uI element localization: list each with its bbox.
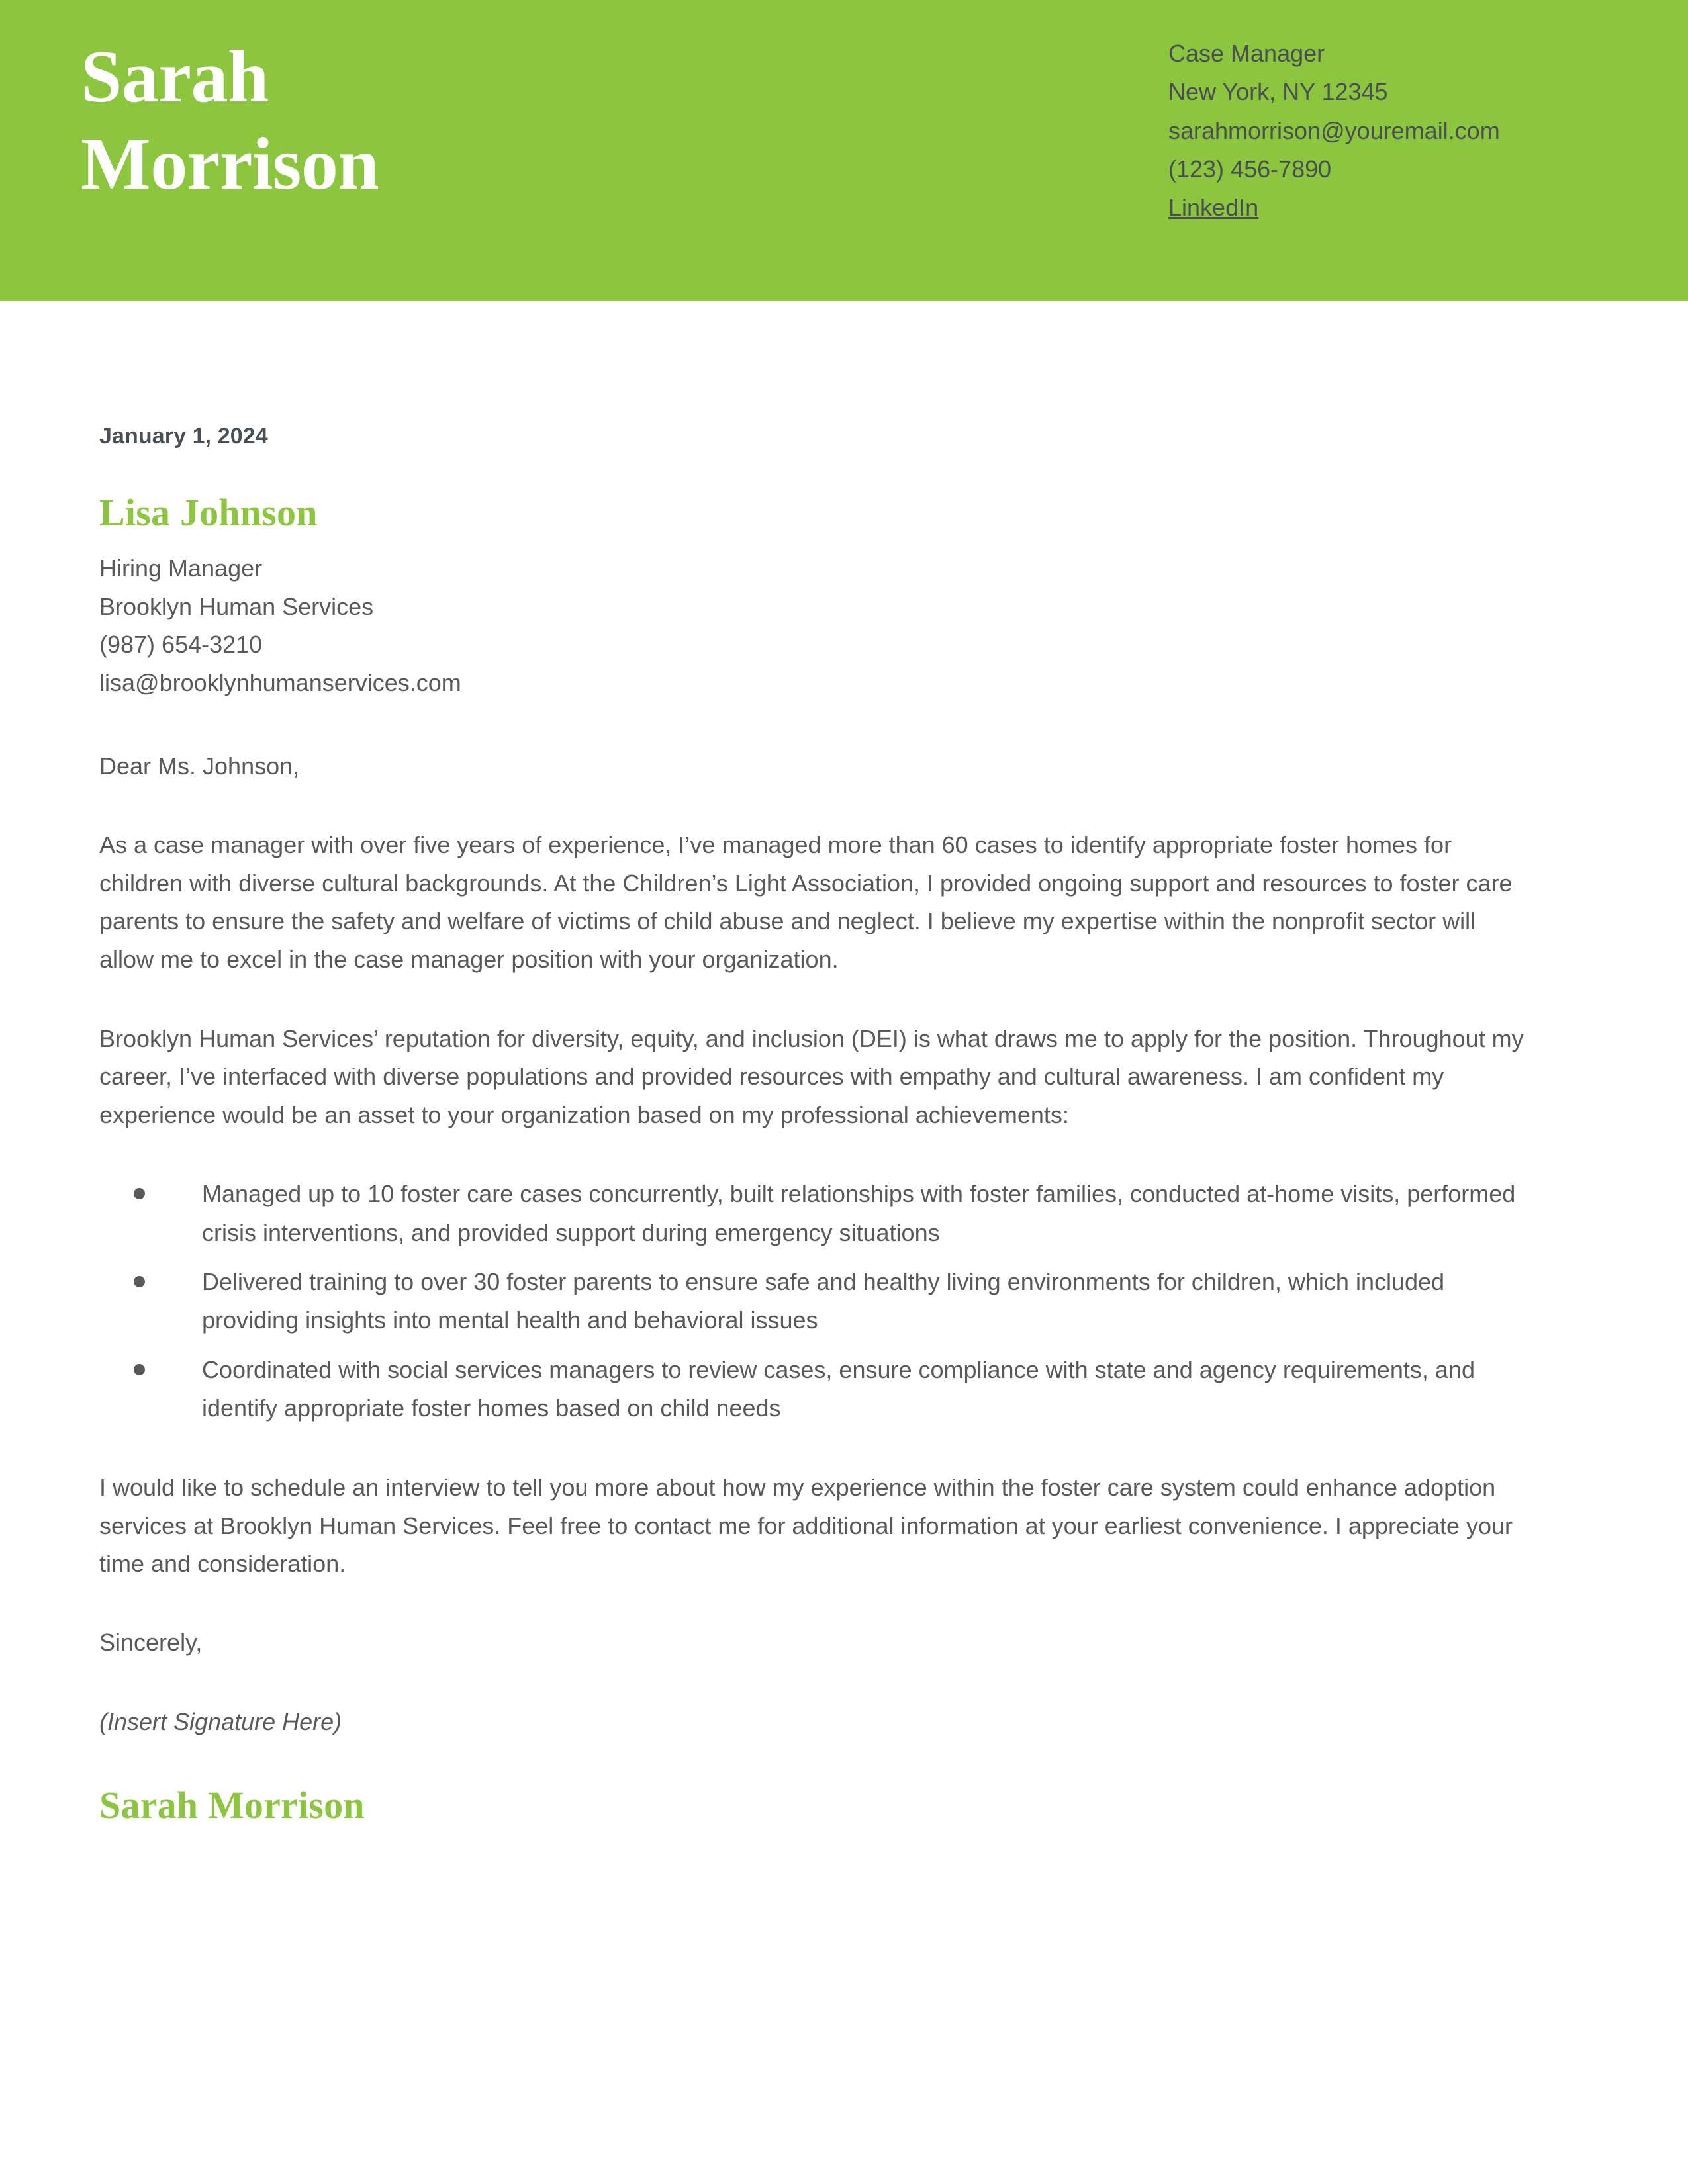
recipient-title: Hiring Manager xyxy=(99,555,263,582)
recipient-contact-block xyxy=(99,549,1536,702)
achievement-text: Coordinated with social services managers to review cases, ensure compliance with state and agency requirements, and identify appropriate foster homes based on child needs xyxy=(202,1355,1475,1422)
header-band xyxy=(0,0,1688,301)
recipient-email[interactable]: lisa@brooklynhumanservices.com xyxy=(99,668,461,696)
closing-paragraph: I would like to schedule an interview to tell you more about how my experience within the foster care system could enhance adoption services at Brooklyn Human Services. Feel free to contact me for additional information at your earliest convenience. I appreciate your time and consideration. xyxy=(99,1474,1513,1578)
applicant-contact-block xyxy=(1168,34,1658,228)
linkedin-link-wrap xyxy=(1168,189,1658,227)
bullet-dot-icon xyxy=(134,1276,145,1287)
list-item xyxy=(99,1263,1536,1340)
applicant-email[interactable]: sarahmorrison@youremail.com xyxy=(1168,116,1500,144)
body-paragraph-1: As a case manager with over five years of experience, I’ve managed more than 60 cases to identify appropriate foster homes for children with diverse cultural backgrounds. At the Children’s Light Association, I provided ongoing support and resources to foster care parents to ensure the safety and welfare of victims of child abuse and neglect. I believe my expertise within the nonprofit sector will allow me to excel in the case manager position with your organization. xyxy=(99,831,1513,973)
bullet-dot-icon xyxy=(134,1364,145,1375)
applicant-name-heading xyxy=(81,33,743,208)
letter-date: January 1, 2024 xyxy=(99,424,268,449)
achievements-list xyxy=(99,1175,1536,1428)
applicant-job-title: Case Manager xyxy=(1168,40,1325,67)
recipient-name: Lisa Johnson xyxy=(99,491,318,534)
applicant-location: New York, NY 12345 xyxy=(1168,78,1388,106)
salutation: Dear Ms. Johnson, xyxy=(99,752,300,780)
achievement-text: Delivered training to over 30 foster parents to ensure safe and healthy living environments for children, which included providing insights into mental health and behavioral issues xyxy=(202,1267,1445,1334)
linkedin-link[interactable]: LinkedIn xyxy=(1168,194,1259,222)
applicant-last-name: Morrison xyxy=(81,123,379,206)
bullet-dot-icon xyxy=(134,1188,145,1199)
list-item xyxy=(99,1175,1536,1252)
signature-placeholder: (Insert Signature Here) xyxy=(99,1707,342,1735)
sign-off: Sincerely, xyxy=(99,1628,203,1656)
achievement-text: Managed up to 10 foster care cases concurrently, built relationships with foster families, conducted at-home visits, performed crisis interventions, and provided support during emergency situations xyxy=(202,1180,1516,1246)
recipient-company: Brooklyn Human Services xyxy=(99,592,374,620)
list-item xyxy=(99,1351,1536,1428)
recipient-phone[interactable]: (987) 654-3210 xyxy=(99,631,263,659)
applicant-first-name: Sarah xyxy=(81,36,269,118)
applicant-phone[interactable]: (123) 456-7890 xyxy=(1168,155,1332,183)
body-paragraph-2: Brooklyn Human Services’ reputation for diversity, equity, and inclusion (DEI) is what draws me to apply for the position. Throughout my career, I’ve interfaced with diverse populations and provided resources with empathy and cultural awareness. I am confident my experience would be an asset to your organization based on my professional achievements: xyxy=(99,1024,1524,1128)
signature-name: Sarah Morrison xyxy=(99,1783,365,1827)
letter-body xyxy=(99,424,1536,1827)
